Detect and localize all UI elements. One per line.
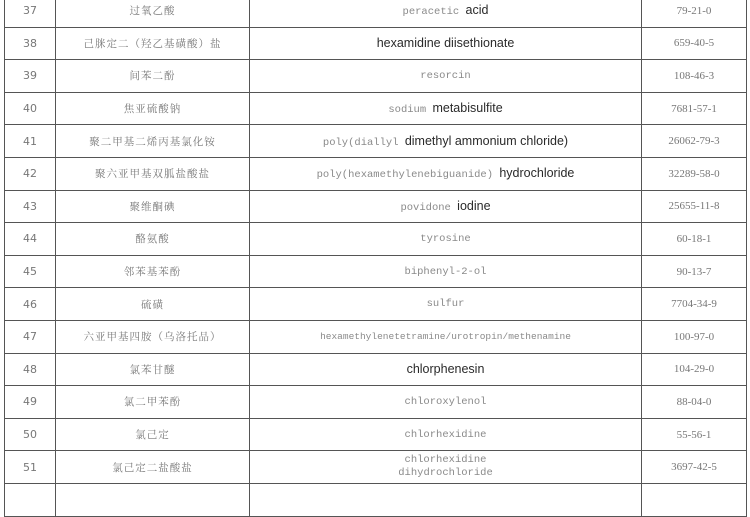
table-row bbox=[5, 288, 747, 321]
cas-number: 7681-57-1 bbox=[642, 92, 747, 125]
cas-number: 7704-34-9 bbox=[642, 288, 747, 321]
english-name-plain: tyrosine bbox=[420, 232, 471, 245]
row-number: 47 bbox=[5, 320, 56, 353]
cas-number: 88-04-0 bbox=[642, 386, 747, 419]
english-name-bold: hexamidine diisethionate bbox=[376, 35, 515, 50]
english-name-bold: iodine bbox=[457, 198, 491, 213]
english-name-line-2: dihydrochloride bbox=[398, 467, 493, 480]
chinese-name: 间苯二酚 bbox=[56, 60, 250, 93]
chinese-name: 氯苯甘醚 bbox=[56, 353, 250, 386]
english-name-plain: hexamethylenetetramine/urotropin/methenamine bbox=[320, 330, 571, 342]
english-name-plain: chlorhexidine bbox=[404, 428, 487, 441]
table-row bbox=[5, 386, 747, 419]
cas-number: 108-46-3 bbox=[642, 60, 747, 93]
cas-number: 26062-79-3 bbox=[642, 125, 747, 158]
row-number: 37 bbox=[5, 0, 56, 27]
chinese-name: 氯二甲苯酚 bbox=[56, 386, 250, 419]
cas-number: 79-21-0 bbox=[642, 0, 747, 27]
row-number: 46 bbox=[5, 288, 56, 321]
english-name bbox=[250, 60, 642, 93]
chinese-name: 焦亚硫酸钠 bbox=[56, 92, 250, 125]
row-number: 49 bbox=[5, 386, 56, 419]
english-name bbox=[250, 157, 642, 190]
english-name-bold: dimethyl ammonium chloride) bbox=[404, 133, 569, 148]
english-name bbox=[250, 418, 642, 451]
chinese-name: 聚二甲基二烯丙基氯化铵 bbox=[56, 125, 250, 158]
chinese-name: 氯己定二盐酸盐 bbox=[56, 451, 250, 484]
cas-number: 100-97-0 bbox=[642, 320, 747, 353]
table-row bbox=[5, 60, 747, 93]
english-name-plain: poly(diallyl bbox=[322, 136, 399, 149]
cas-number: 32289-58-0 bbox=[642, 157, 747, 190]
chinese-name: 氯己定 bbox=[56, 418, 250, 451]
row-number: 42 bbox=[5, 157, 56, 190]
table-row bbox=[5, 418, 747, 451]
english-name-plain: sulfur bbox=[426, 298, 465, 311]
row-number: 45 bbox=[5, 255, 56, 288]
english-name bbox=[250, 451, 642, 484]
ingredient-table bbox=[4, 0, 747, 517]
english-name-plain: resorcin bbox=[420, 69, 471, 82]
table-row bbox=[5, 353, 747, 386]
cas-number: 90-13-7 bbox=[642, 255, 747, 288]
chinese-name: 六亚甲基四胺（乌洛托品） bbox=[56, 320, 250, 353]
chinese-name: 邻苯基苯酚 bbox=[56, 255, 250, 288]
row-number: 48 bbox=[5, 353, 56, 386]
english-name bbox=[250, 353, 642, 386]
table-row bbox=[5, 125, 747, 158]
chinese-name: 过氧乙酸 bbox=[56, 0, 250, 27]
cas-number: 60-18-1 bbox=[642, 223, 747, 256]
chinese-name: 己脒定二（羟乙基磺酸）盐 bbox=[56, 27, 250, 60]
table-row bbox=[5, 451, 747, 484]
cas-number: 104-29-0 bbox=[642, 353, 747, 386]
english-name-bold: acid bbox=[465, 3, 489, 18]
english-name-plain: chloroxylenol bbox=[404, 395, 487, 408]
chinese-name: 聚六亚甲基双胍盐酸盐 bbox=[56, 157, 250, 190]
cas-number: 3697-42-5 bbox=[642, 451, 747, 484]
row-number: 44 bbox=[5, 223, 56, 256]
english-name-plain: poly(hexamethylenebiguanide) bbox=[316, 169, 494, 182]
row-number: 51 bbox=[5, 451, 56, 484]
row-number: 50 bbox=[5, 418, 56, 451]
english-name bbox=[250, 255, 642, 288]
english-name bbox=[250, 320, 642, 353]
row-number: 39 bbox=[5, 60, 56, 93]
chinese-name: 硫磺 bbox=[56, 288, 250, 321]
row-number: 38 bbox=[5, 27, 56, 60]
english-name-bold: metabisulfite bbox=[432, 101, 503, 116]
cas-number: 659-40-5 bbox=[642, 27, 747, 60]
english-name-plain: povidone bbox=[400, 201, 451, 214]
row-number: 43 bbox=[5, 190, 56, 223]
english-name-bold: hydrochloride bbox=[499, 166, 575, 181]
english-name bbox=[250, 386, 642, 419]
english-name bbox=[250, 190, 642, 223]
table-row bbox=[5, 27, 747, 60]
english-name bbox=[250, 223, 642, 256]
table-row bbox=[5, 157, 747, 190]
table-row bbox=[5, 255, 747, 288]
table-row bbox=[5, 320, 747, 353]
row-number: 41 bbox=[5, 125, 56, 158]
english-name bbox=[250, 92, 642, 125]
chinese-name: 酪氨酸 bbox=[56, 223, 250, 256]
english-name bbox=[250, 288, 642, 321]
table-row bbox=[5, 223, 747, 256]
english-name-line-1: chlorhexidine bbox=[404, 454, 487, 467]
english-name-plain: biphenyl-2-ol bbox=[404, 265, 487, 278]
table-row bbox=[5, 190, 747, 223]
english-name-bold: chlorphenesin bbox=[406, 361, 485, 376]
english-name bbox=[250, 125, 642, 158]
table-row bbox=[5, 92, 747, 125]
cas-number: 25655-11-8 bbox=[642, 190, 747, 223]
row-number: 40 bbox=[5, 92, 56, 125]
english-name bbox=[250, 0, 642, 27]
english-name bbox=[250, 27, 642, 60]
chinese-name: 聚维酮碘 bbox=[56, 190, 250, 223]
english-name-plain: sodium bbox=[388, 104, 427, 117]
table-row bbox=[5, 0, 747, 27]
english-name-plain: peracetic bbox=[402, 6, 460, 19]
cas-number: 55-56-1 bbox=[642, 418, 747, 451]
